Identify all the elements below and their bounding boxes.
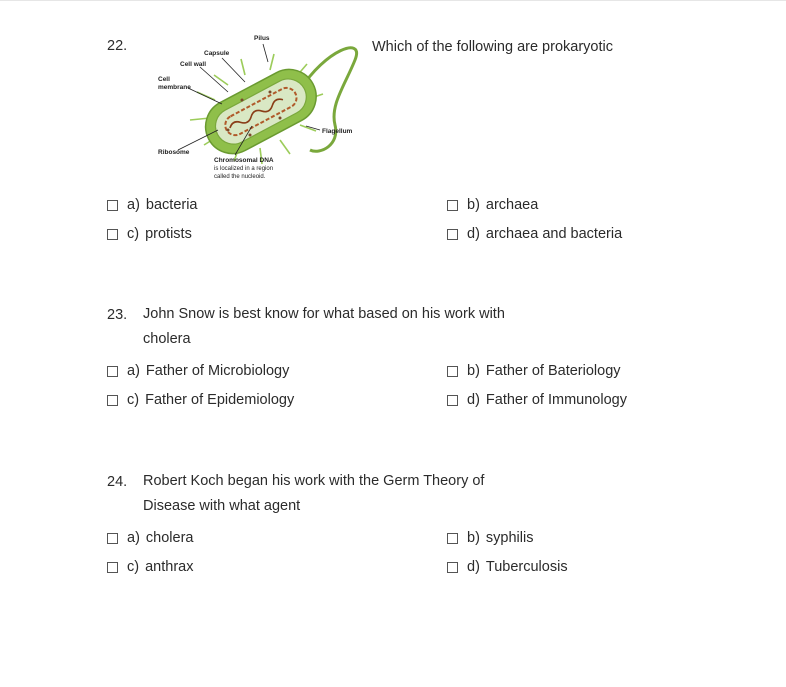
label-pilus: Pilus	[254, 35, 270, 42]
checkbox[interactable]	[107, 562, 118, 573]
question-23-number: 23.	[107, 307, 128, 323]
checkbox[interactable]	[447, 229, 458, 240]
page-top-divider	[0, 0, 786, 1]
q23-option-d[interactable]: d) Father of Immunology	[447, 391, 627, 409]
label-ribosome: Ribosome	[158, 149, 190, 156]
q22-option-a[interactable]: a) bacteria	[107, 196, 198, 214]
question-23-text-line1: John Snow is best know for what based on his work with	[143, 306, 505, 322]
question-24-text-line1: Robert Koch began his work with the Germ Theory of	[143, 473, 485, 489]
checkbox[interactable]	[107, 229, 118, 240]
label-cell-wall: Cell wall	[180, 61, 207, 68]
q24-option-a[interactable]: a) cholera	[107, 529, 193, 547]
checkbox[interactable]	[447, 395, 458, 406]
q24-option-b[interactable]: b) syphilis	[447, 529, 533, 547]
q22-option-b[interactable]: b) archaea	[447, 196, 538, 214]
q23-option-a[interactable]: a) Father of Microbiology	[107, 362, 289, 380]
checkbox[interactable]	[447, 533, 458, 544]
label-capsule: Capsule	[204, 50, 230, 57]
q24-option-c[interactable]: c) anthrax	[107, 558, 193, 576]
label-dna-line3: called the nucleoid.	[214, 174, 266, 180]
label-cell-membrane-line1: Cell	[158, 76, 170, 83]
question-24-text-line2: Disease with what agent	[143, 498, 301, 514]
checkbox[interactable]	[107, 395, 118, 406]
checkbox[interactable]	[107, 366, 118, 377]
checkbox[interactable]	[107, 200, 118, 211]
q23-option-b[interactable]: b) Father of Bateriology	[447, 362, 621, 380]
question-24-number: 24.	[107, 474, 128, 490]
q24-option-d[interactable]: d) Tuberculosis	[447, 558, 568, 576]
q22-option-c[interactable]: c) protists	[107, 225, 192, 243]
checkbox[interactable]	[447, 562, 458, 573]
q22-option-d[interactable]: d) archaea and bacteria	[447, 225, 622, 243]
question-22-number: 22.	[107, 38, 128, 54]
label-dna-line2: is localized in a region	[214, 166, 274, 172]
question-23-text-line2: cholera	[143, 331, 191, 347]
label-flagellum: Flagellum	[322, 128, 353, 135]
question-22-text: Which of the following are prokaryotic	[372, 39, 613, 55]
label-cell-membrane-line2: membrane	[158, 84, 191, 91]
checkbox[interactable]	[447, 366, 458, 377]
q23-option-c[interactable]: c) Father of Epidemiology	[107, 391, 294, 409]
checkbox[interactable]	[107, 533, 118, 544]
prokaryotic-cell-diagram	[150, 30, 365, 185]
label-dna-line1: Chromosomal DNA	[214, 157, 274, 164]
checkbox[interactable]	[447, 200, 458, 211]
